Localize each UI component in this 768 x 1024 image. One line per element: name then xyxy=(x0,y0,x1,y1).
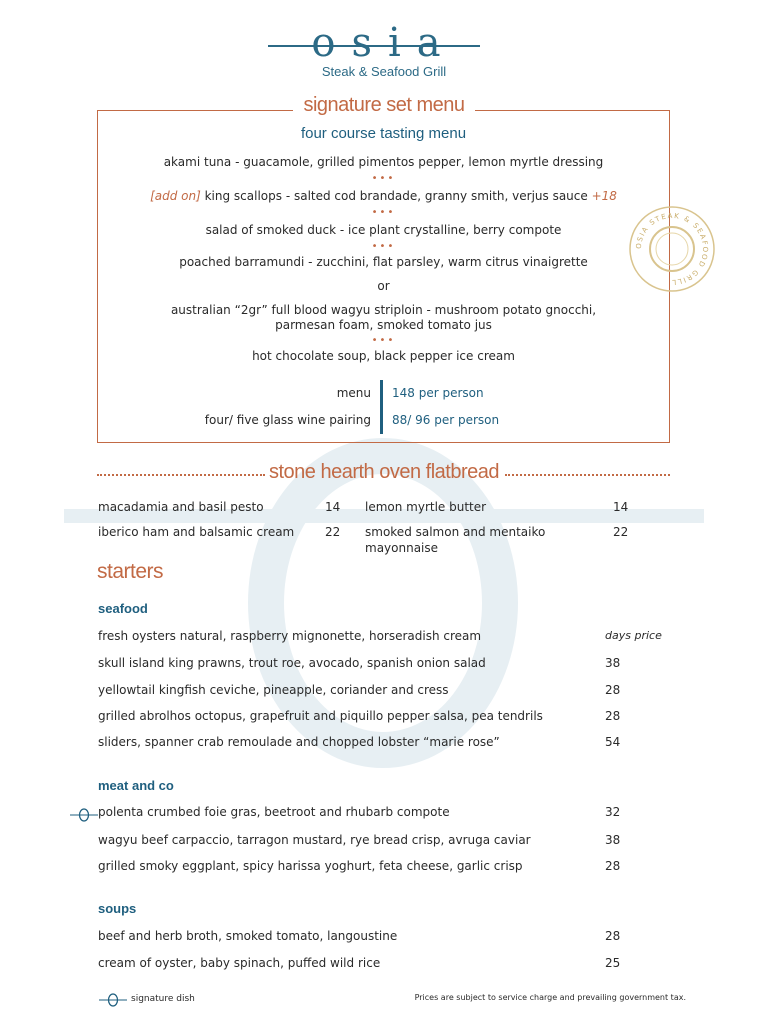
wine-pairing-label: four/ five glass wine pairing xyxy=(204,413,371,427)
tax-note: Prices are subject to service charge and prevailing government tax. xyxy=(414,993,686,1002)
flatbread-price: 22 xyxy=(325,525,341,539)
divider-dots: ••• xyxy=(371,241,396,252)
course-3: poached barramundi - zucchini, flat parsley, warm citrus vinaigrette xyxy=(179,255,588,269)
signature-legend-icon xyxy=(99,993,127,1007)
course-3-alt-line2: parmesan foam, smoked tomato jus xyxy=(275,318,492,332)
course-4: hot chocolate soup, black pepper ice cream xyxy=(252,349,515,363)
menu-item: sliders, spanner crab remoulade and chopped lobster “marie rose” xyxy=(98,735,500,749)
item-price: 28 xyxy=(605,859,621,873)
course-1: akami tuna - guacamole, grilled pimentos pepper, lemon myrtle dressing xyxy=(163,155,604,169)
starters-title: starters xyxy=(97,560,164,583)
course-3-alt-line1: australian “2gr” full blood wagyu striploin - mushroom potato gnocchi, xyxy=(170,303,597,317)
course-or: or xyxy=(377,279,390,293)
divider-dots: ••• xyxy=(371,335,396,346)
item-price: 28 xyxy=(605,683,621,697)
addon-price: +18 xyxy=(591,189,617,203)
item-price: 28 xyxy=(605,929,621,943)
seal-stamp-icon xyxy=(628,205,716,293)
menu-item: wagyu beef carpaccio, tarragon mustard, rye bread crisp, avruga caviar xyxy=(98,833,531,847)
divider-dots: ••• xyxy=(371,173,396,184)
item-price: 54 xyxy=(605,735,621,749)
item-price: 28 xyxy=(605,709,621,723)
menu-item: yellowtail kingfish ceviche, pineapple, coriander and cress xyxy=(98,683,449,697)
menu-item: beef and herb broth, smoked tomato, langoustine xyxy=(98,929,398,943)
menu-item: skull island king prawns, trout roe, avocado, spanish onion salad xyxy=(98,656,486,670)
menu-item: grilled abrolhos octopus, grapefruit and piquillo pepper salsa, pea tendrils xyxy=(98,709,543,723)
category-soups: soups xyxy=(98,901,137,916)
signature-dish-icon xyxy=(70,808,98,822)
flatbread-item: smoked salmon and mentaiko xyxy=(365,525,546,539)
set-menu-subtitle: four course tasting menu xyxy=(300,125,467,142)
price-divider xyxy=(380,380,383,434)
divider-dots: ••• xyxy=(371,207,396,218)
flatbread-price: 14 xyxy=(613,500,629,514)
menu-item: cream of oyster, baby spinach, puffed wild rice xyxy=(98,956,381,970)
category-meat: meat and co xyxy=(98,778,174,793)
seal-text: OSIA STEAK & SEAFOOD GRILL xyxy=(634,211,710,287)
svg-text:OSIA STEAK & SEAFOOD GRILL xyxy=(635,212,709,286)
wine-pairing-price: 88/ 96 per person xyxy=(392,413,500,427)
menu-item: fresh oysters natural, raspberry mignonette, horseradish cream xyxy=(98,629,482,643)
item-price: 38 xyxy=(605,833,621,847)
flatbread-item: lemon myrtle butter xyxy=(365,500,487,514)
flatbread-item: iberico ham and balsamic cream xyxy=(98,525,295,539)
item-price: 25 xyxy=(605,956,621,970)
item-price: days price xyxy=(605,629,662,642)
category-seafood: seafood xyxy=(98,601,148,616)
addon-text: king scallops - salted cod brandade, granny smith, verjus sauce xyxy=(204,189,588,203)
logo: osia xyxy=(311,20,457,66)
flatbread-item: macadamia and basil pesto xyxy=(98,500,264,514)
addon-course xyxy=(97,188,670,204)
signature-legend-label: signature dish xyxy=(131,994,195,1004)
logo-subtitle: Steak & Seafood Grill xyxy=(321,64,447,79)
menu-item: grilled smoky eggplant, spicy harissa yoghurt, feta cheese, garlic crisp xyxy=(98,859,523,873)
menu-label: menu xyxy=(336,386,371,400)
item-price: 38 xyxy=(605,656,621,670)
set-menu-title: signature set menu xyxy=(293,94,474,117)
item-price: 32 xyxy=(605,805,621,819)
flatbread-price: 22 xyxy=(613,525,629,539)
menu-price: 148 per person xyxy=(392,386,484,400)
course-2: salad of smoked duck - ice plant crystalline, berry compote xyxy=(205,223,562,237)
menu-item: polenta crumbed foie gras, beetroot and rhubarb compote xyxy=(98,805,450,819)
addon-tag: [add on] xyxy=(150,189,201,203)
flatbread-item-line2: mayonnaise xyxy=(365,541,439,555)
flatbread-price: 14 xyxy=(325,500,341,514)
flatbread-title: stone hearth oven flatbread xyxy=(268,461,499,483)
